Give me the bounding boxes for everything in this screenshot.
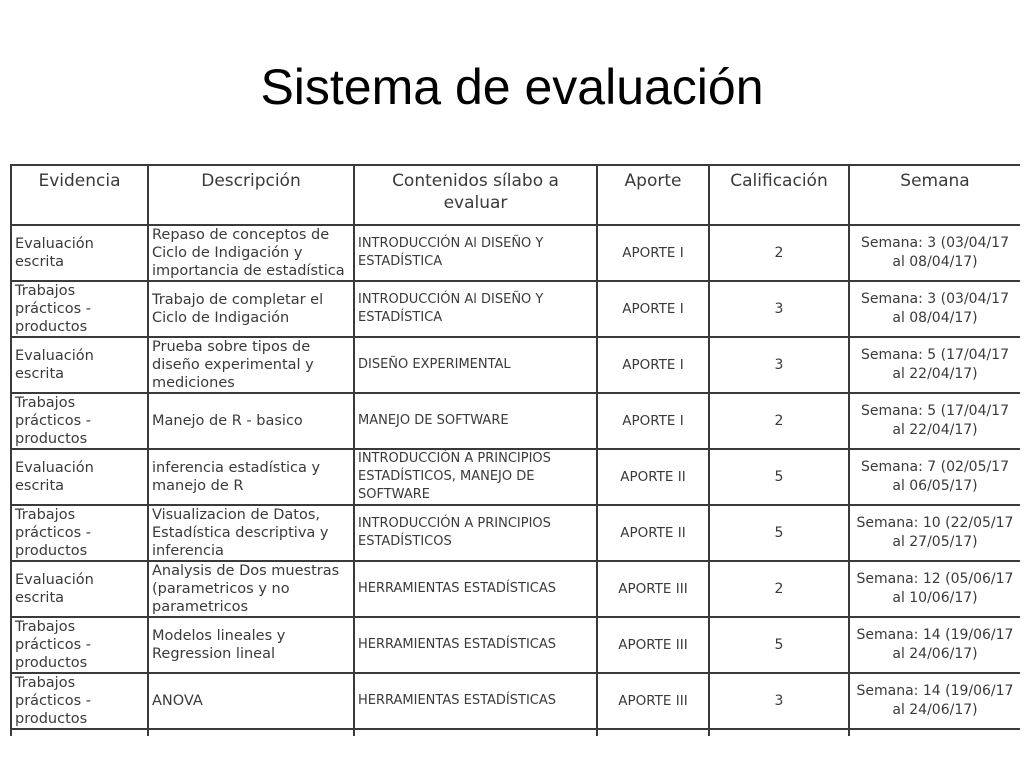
table-header-row [11, 165, 1020, 225]
cell-evidencia: Evaluación escrita [11, 225, 148, 281]
cell-contenidos: HERRAMIENTAS ESTADÍSTICAS [354, 673, 597, 729]
cell-descripcion [148, 729, 354, 736]
cell-calificacion: 2 [709, 561, 849, 617]
cell-calificacion: 3 [709, 673, 849, 729]
cell-descripcion: ANOVA [148, 673, 354, 729]
table-row [11, 561, 1020, 617]
cell-semana: Semana: 12 (05/06/17 al 10/06/17) [849, 561, 1020, 617]
cell-evidencia: Trabajos prácticos - productos [11, 393, 148, 449]
cell-contenidos: INTRODUCCIÓN Al DISEÑO Y ESTADÍSTICA [354, 225, 597, 281]
table-row [11, 505, 1020, 561]
cell-descripcion: Manejo de R - basico [148, 393, 354, 449]
cell-semana: Semana: 5 (17/04/17 al 22/04/17) [849, 393, 1020, 449]
cell-aporte: APORTE I [597, 281, 709, 337]
cell-descripcion: inferencia estadística y manejo de R [148, 449, 354, 505]
table-row [11, 617, 1020, 673]
cell-descripcion: Modelos lineales y Regression lineal [148, 617, 354, 673]
cell-calificacion: 5 [709, 505, 849, 561]
cell-contenidos: MANEJO DE SOFTWARE [354, 393, 597, 449]
cell-descripcion: Trabajo de completar el Ciclo de Indigación [148, 281, 354, 337]
header-semana: Semana [849, 165, 1020, 225]
cell-contenidos: HERRAMIENTAS ESTADÍSTICAS [354, 617, 597, 673]
cell-aporte: APORTE II [597, 449, 709, 505]
cell-contenidos [354, 729, 597, 736]
cell-evidencia: Trabajos prácticos - productos [11, 617, 148, 673]
cell-aporte: APORTE II [597, 505, 709, 561]
header-evidencia: Evidencia [11, 165, 148, 225]
cell-semana: Semana: 14 (19/06/17 al 24/06/17) [849, 673, 1020, 729]
cell-calificacion [709, 729, 849, 736]
cell-evidencia: Evaluación escrita [11, 561, 148, 617]
cell-evidencia: Trabajos prácticos - productos [11, 281, 148, 337]
cell-contenidos: INTRODUCCIÓN Al DISEÑO Y ESTADÍSTICA [354, 281, 597, 337]
cell-semana: Semana: 5 (17/04/17 al 22/04/17) [849, 337, 1020, 393]
cell-aporte: APORTE III [597, 617, 709, 673]
cell-descripcion: Analysis de Dos muestras (parametricos y no parametricos [148, 561, 354, 617]
header-aporte: Aporte [597, 165, 709, 225]
cell-contenidos: INTRODUCCIÓN A PRINCIPIOS ESTADÍSTICOS, MANEJO DE SOFTWARE [354, 449, 597, 505]
cell-semana: Semana: 10 (22/05/17 al 27/05/17) [849, 505, 1020, 561]
table-row [11, 225, 1020, 281]
header-calificacion: Calificación [709, 165, 849, 225]
evaluation-table [10, 164, 1020, 736]
cell-calificacion: 2 [709, 225, 849, 281]
cell-evidencia: Evaluación escrita [11, 337, 148, 393]
cell-contenidos: INTRODUCCIÓN A PRINCIPIOS ESTADÍSTICOS [354, 505, 597, 561]
table-row [11, 281, 1020, 337]
cell-aporte [597, 729, 709, 736]
table-row-cut-off [11, 729, 1020, 736]
cell-semana [849, 729, 1020, 736]
header-descripcion: Descripción [148, 165, 354, 225]
evaluation-table-container [10, 164, 1020, 736]
cell-descripcion: Visualizacion de Datos, Estadística descriptiva y inferencia [148, 505, 354, 561]
cell-semana: Semana: 7 (02/05/17 al 06/05/17) [849, 449, 1020, 505]
cell-descripcion: Repaso de conceptos de Ciclo de Indigación y importancia de estadística [148, 225, 354, 281]
cell-evidencia [11, 729, 148, 736]
cell-calificacion: 5 [709, 617, 849, 673]
cell-aporte: APORTE III [597, 561, 709, 617]
cell-evidencia: Trabajos prácticos - productos [11, 505, 148, 561]
cell-calificacion: 3 [709, 281, 849, 337]
slide-title: Sistema de evaluación [260, 59, 764, 115]
cell-aporte: APORTE I [597, 337, 709, 393]
table-row [11, 673, 1020, 729]
cell-descripcion: Prueba sobre tipos de diseño experimental y mediciones [148, 337, 354, 393]
cell-evidencia: Trabajos prácticos - productos [11, 673, 148, 729]
cell-contenidos: DISEÑO EXPERIMENTAL [354, 337, 597, 393]
table-row [11, 337, 1020, 393]
header-contenidos: Contenidos sílabo a evaluar [354, 165, 597, 225]
cell-semana: Semana: 3 (03/04/17 al 08/04/17) [849, 225, 1020, 281]
cell-aporte: APORTE I [597, 393, 709, 449]
table-row [11, 449, 1020, 505]
table-row [11, 393, 1020, 449]
cell-aporte: APORTE I [597, 225, 709, 281]
cell-semana: Semana: 14 (19/06/17 al 24/06/17) [849, 617, 1020, 673]
cell-contenidos: HERRAMIENTAS ESTADÍSTICAS [354, 561, 597, 617]
cell-calificacion: 3 [709, 337, 849, 393]
cell-semana: Semana: 3 (03/04/17 al 08/04/17) [849, 281, 1020, 337]
cell-calificacion: 5 [709, 449, 849, 505]
cell-evidencia: Evaluación escrita [11, 449, 148, 505]
cell-aporte: APORTE III [597, 673, 709, 729]
cell-calificacion: 2 [709, 393, 849, 449]
